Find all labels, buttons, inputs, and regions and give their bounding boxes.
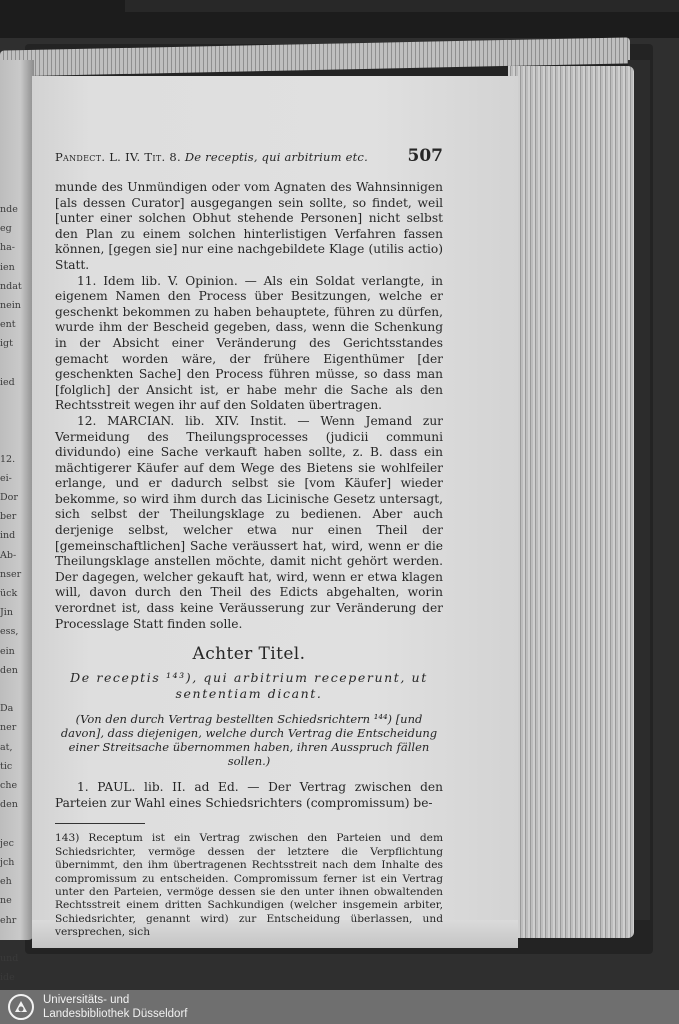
body-text	[55, 180, 443, 632]
footer-line-1: Universitäts- und	[43, 994, 130, 1006]
library-logo-icon	[8, 994, 34, 1020]
left-page-fragment: nser	[0, 568, 22, 580]
footer-text	[43, 993, 187, 1021]
paragraph: 12. MARCIAN. lib. XIV. Instit. — Wenn Jemand zur Vermeidung des Theilungsprocesses (judicii communi dividundo) eine Sache verkauft haben sollte, z. B. dass ein mächtigerer Käufer auf dem Wege des Bietens sie wohlfeiler erlange, und er dadurch selbst sie [vom Käufer] wieder bekomme, so wird ihm durch das Licinische Gesetz untersagt, sich selbst der Theilungsklage zu bedienen. Aber auch derjenige selbst, welcher etwa nur einen Theil der [gemeinschaftlichen] Sache veräussert hat, wird, wenn er die Theilungsklage anstellen möchte, damit nicht gehört werden. Der dagegen, welcher gekauft hat, wird, wenn er etwa klagen will, davon durch den Theil des Edicts abgehalten, worin verordnet ist, dass keine Veräusserung zur Veränderung der Processlage Statt finden solle.	[55, 413, 443, 631]
left-page-fragment: jch	[0, 856, 15, 868]
left-page-fragment	[0, 392, 18, 411]
running-head-label: Pandect. L. IV. Tit. 8.	[55, 150, 181, 164]
left-page-fragment: nein	[0, 300, 21, 312]
left-page-fragment	[0, 680, 18, 699]
left-page-fragment: ner	[0, 722, 17, 734]
left-page-fragment: ehr	[0, 914, 17, 926]
left-page-fragment: ide	[0, 972, 15, 984]
page-number: 507	[407, 146, 443, 166]
left-page-fragment: eg	[0, 223, 12, 235]
page-content	[55, 146, 443, 940]
left-page-fragment: ied	[0, 376, 15, 388]
left-page-fragment: tic	[0, 760, 13, 772]
left-page-fragment: 12.	[0, 453, 16, 465]
left-page-fragment	[0, 815, 18, 834]
left-page-fragment: ne	[0, 895, 12, 907]
left-page-fragment: at,	[0, 741, 13, 753]
left-page	[0, 60, 34, 984]
left-page-fragment	[0, 354, 18, 373]
paragraph: munde des Unmündigen oder vom Agnaten des Wahnsinnigen [als dessen Curator] ausgegangen sein sollte, so findet, weil [unter einer solchen Obhut stehende Personen] nicht selbst den Plan zu einem solchen hinterlistigen Verfahren fassen können, [gegen sie] nur eine nachgebildete Klage (utilis actio) Statt.	[55, 180, 443, 272]
title-block	[55, 644, 443, 768]
left-page-fragment: den	[0, 799, 18, 811]
chapter-title: Achter Titel.	[192, 644, 306, 665]
left-page-fragment: ien	[0, 261, 15, 273]
paragraph: 11. Idem lib. V. Opinion. — Als ein Soldat verlangte, in eigenem Namen den Process über Besitzungen, welche er geschenkt bekommen zu haben behauptete, führen zu dürfen, wurde ihm der Bescheid gegeben, dass, wenn die Schenkung in der Absicht einer Veränderung des Gerichtsstandes gemacht worden wäre, der frühere Eigenthümer [der geschenkten Sache] den Process führen müsse, so dass man [folglich] der Ansicht ist, er habe mehr die Sache als den Rechtsstreit wegen ihr auf den Soldaten übertragen.	[55, 273, 443, 413]
left-page-fragment: ha-	[0, 242, 15, 254]
left-page-fragment: che	[0, 780, 18, 792]
left-page-fragment: jec	[0, 837, 14, 849]
footer-line-2: Landesbibliothek Düsseldorf	[43, 1008, 188, 1020]
left-page-fragment	[0, 430, 18, 449]
left-page-fragment: ess,	[0, 626, 19, 638]
running-head-title: De receptis, qui arbitrium etc.	[184, 150, 368, 164]
latin-title: De receptis ¹⁴³), qui arbitrium receperunt, ut sententiam dicant.	[70, 670, 428, 702]
left-page-fragment: ück	[0, 588, 18, 600]
left-page-fragment: ber	[0, 511, 17, 523]
german-subtitle: (Von den durch Vertrag bestellten Schiedsrichtern ¹⁴⁴) [und davon], dass diejenigen, welche durch Vertrag die Entscheidung einer Streitsache übernommen haben, ihren Ausspruch fällen sollen.)	[60, 712, 438, 769]
left-page-fragment: den	[0, 664, 18, 676]
left-page-fragment: igt	[0, 338, 13, 350]
footnote-rule	[55, 823, 145, 824]
left-page-fragment: Da	[0, 703, 14, 715]
left-page-fragment: ent	[0, 319, 16, 331]
footer-bar	[0, 990, 679, 1024]
left-page-fragment: ndat	[0, 280, 22, 292]
left-page-fragment	[0, 411, 18, 430]
left-page-fragment: eh	[0, 876, 12, 888]
paragraph: 1. PAUL. lib. II. ad Ed. — Der Vertrag zwischen den Parteien zur Wahl eines Schiedsrichters (compromissum) be-	[55, 780, 443, 810]
left-page-fragment	[0, 930, 18, 949]
left-page-fragment: nde	[0, 204, 18, 215]
left-page-text-fragments	[0, 200, 22, 1007]
footnote: 143) Receptum ist ein Vertrag zwischen den Parteien und dem Schiedsrichter, vermöge dessen der letztere die Verpflichtung übernimmt, den ihm übertragenen Rechtsstreit nach dem Inhalte des compromissum zu entscheiden. Compromissum ferner ist ein Vertrag unter den Parteien, vermöge dessen sie den unter ihnen obwaltenden Rechtsstreit einem dritten Sachkundigen (welcher insgemein arbiter, Schiedsrichter, genannt wird) zur Entscheidung überlassen, und versprechen, sich	[55, 832, 443, 939]
left-page-fragment: Jin	[0, 607, 13, 619]
left-page-fragment: Dor	[0, 492, 18, 504]
scan-top-notch	[125, 0, 679, 12]
left-page-fragment: und	[0, 952, 19, 964]
running-head	[55, 146, 443, 166]
law-1-text	[55, 780, 443, 811]
running-head-left	[55, 150, 368, 164]
left-page-fragment: ei-	[0, 472, 12, 484]
page-stack-edge	[508, 66, 634, 938]
left-page-fragment: Ab-	[0, 549, 17, 561]
left-page-fragment: ein	[0, 645, 15, 657]
left-page-fragment: ind	[0, 530, 16, 542]
